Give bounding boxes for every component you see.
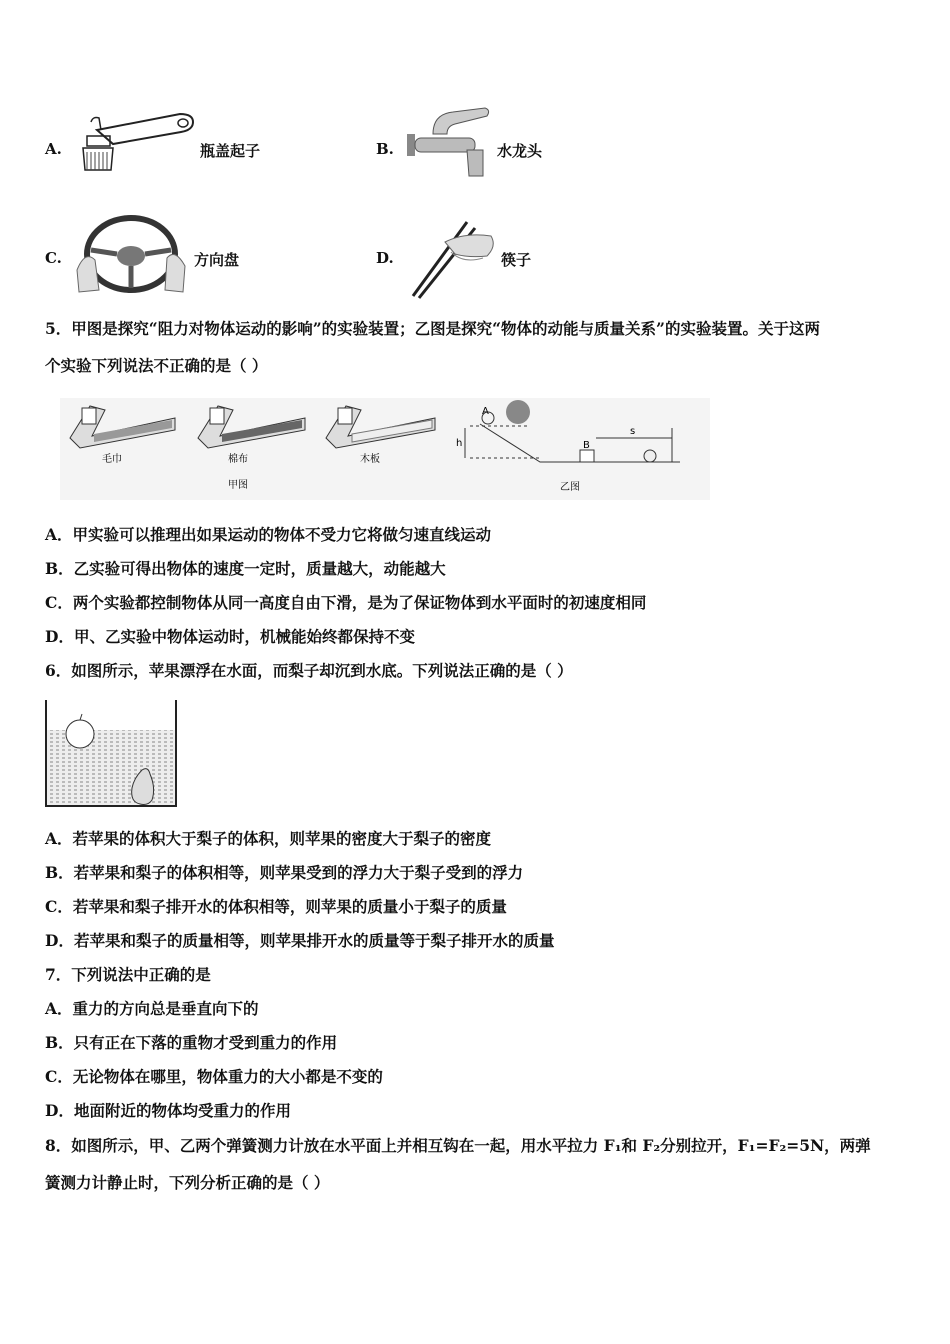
q6-option-d: D．若苹果和梨子的质量相等，则苹果排开水的质量等于梨子排开水的质量 bbox=[45, 931, 555, 950]
q7-option-c: C．无论物体在哪里，物体重力的大小都是不变的 bbox=[45, 1067, 383, 1086]
q7-option-d: D．地面附近的物体均受重力的作用 bbox=[45, 1101, 291, 1120]
q4-option-d-name: 筷子 bbox=[501, 251, 532, 269]
q5-figure bbox=[60, 398, 710, 500]
q8-stem-line2: 簧测力计静止时，下列分析正确的是（ ） bbox=[45, 1173, 330, 1192]
apple-shape bbox=[66, 720, 94, 748]
q7-stem: 7．下列说法中正确的是 bbox=[45, 965, 211, 984]
surface-label-cotton: 棉布 bbox=[228, 454, 248, 465]
q5-stem-line1: 5．甲图是探究“阻力对物体运动的影响”的实验装置；乙图是探究“物体的动能与质量关系”的实验装置。关于这两 bbox=[45, 319, 820, 338]
q6-option-c: C．若苹果和梨子排开水的体积相等，则苹果的质量小于梨子的质量 bbox=[45, 897, 507, 916]
q4-option-d-letter: D. bbox=[376, 249, 394, 267]
q6-option-a: A．若苹果的体积大于梨子的体积，则苹果的密度大于梨子的密度 bbox=[45, 829, 492, 848]
q8-stem-line1: 8．如图所示，甲、乙两个弹簧测力计放在水平面上并相互钩在一起，用水平拉力 F₁和 F₂分别拉开，F₁=F₂=5N，两弹 bbox=[45, 1136, 871, 1155]
caption-jia: 甲图 bbox=[228, 480, 248, 491]
steering-wheel-image bbox=[75, 210, 187, 300]
q7-option-a: A．重力的方向总是垂直向下的 bbox=[45, 999, 259, 1018]
label-a: A bbox=[482, 406, 489, 417]
faucet-image bbox=[403, 104, 495, 182]
caption-yi: 乙图 bbox=[560, 482, 580, 493]
q4-option-b-name: 水龙头 bbox=[497, 142, 543, 160]
q5-option-c: C．两个实验都控制物体从同一高度自由下滑，是为了保证物体到水平面时的初速度相同 bbox=[45, 593, 647, 612]
q4-option-c-name: 方向盘 bbox=[194, 251, 240, 269]
label-b: B bbox=[583, 440, 590, 451]
q5-option-d: D．甲、乙实验中物体运动时，机械能始终都保持不变 bbox=[45, 627, 415, 646]
label-s: s bbox=[630, 426, 636, 437]
q6-option-b: B．若苹果和梨子的体积相等，则苹果受到的浮力大于梨子受到的浮力 bbox=[45, 863, 524, 882]
surface-label-wood: 木板 bbox=[360, 454, 380, 465]
q4-option-c-letter: C. bbox=[45, 249, 62, 267]
water-tank-figure bbox=[44, 700, 178, 808]
label-h: h bbox=[456, 438, 463, 449]
q4-option-a-name: 瓶盖起子 bbox=[200, 142, 261, 160]
q6-stem: 6．如图所示，苹果漂浮在水面，而梨子却沉到水底。下列说法正确的是（ ） bbox=[45, 661, 573, 680]
q5-option-a: A．甲实验可以推理出如果运动的物体不受力它将做匀速直线运动 bbox=[45, 525, 492, 544]
chopsticks-image bbox=[405, 218, 497, 300]
bottle-opener-image bbox=[75, 108, 195, 178]
q7-option-b: B．只有正在下落的重物才受到重力的作用 bbox=[45, 1033, 338, 1052]
q4-option-b-letter: B. bbox=[376, 140, 394, 158]
q5-stem-line2: 个实验下列说法不正确的是（ ） bbox=[45, 356, 268, 375]
surface-label-towel: 毛巾 bbox=[102, 454, 122, 465]
q5-option-b: B．乙实验可得出物体的速度一定时，质量越大，动能越大 bbox=[45, 559, 446, 578]
q4-option-a-letter: A. bbox=[45, 140, 62, 158]
